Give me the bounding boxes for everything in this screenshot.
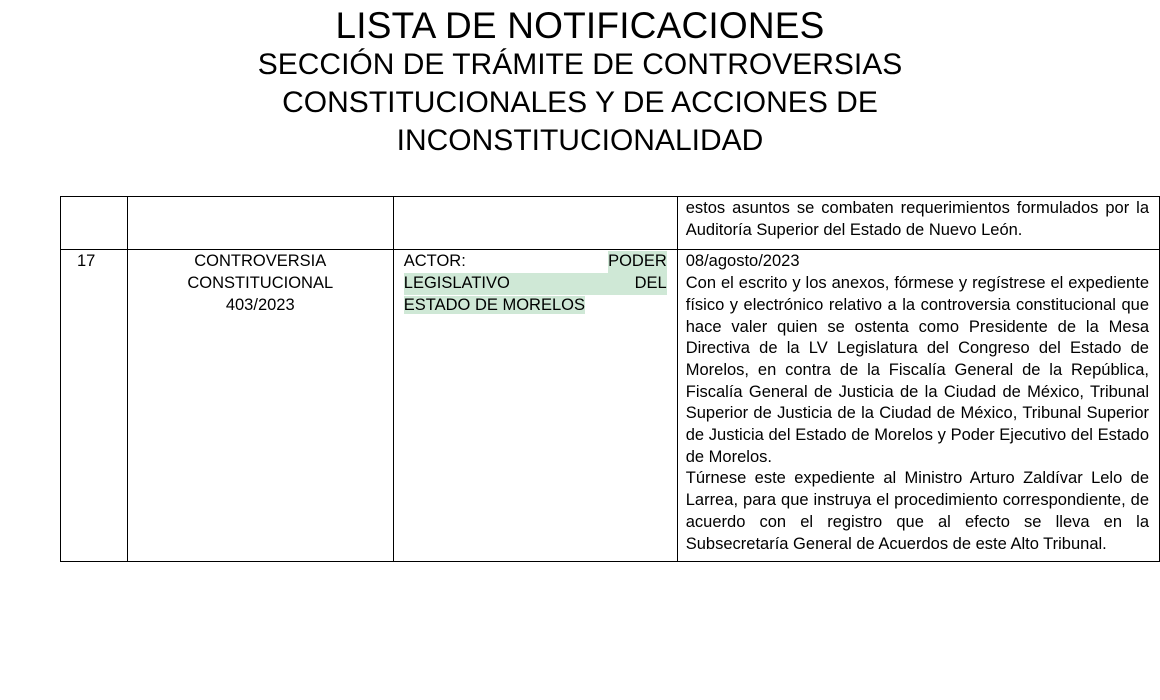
subtitle-line-3: INCONSTITUCIONALIDAD bbox=[396, 124, 764, 157]
agreement-paragraph-2: Túrnese este expediente al Ministro Arturo Zaldívar Lelo de Larrea, para que instruya el procedimiento correspondiente, de acuerdo con el registro que al efecto se lleva en la Subsecretaría General de Acuerdos de este Alto Tribunal. bbox=[685, 469, 1149, 553]
description-cell bbox=[677, 197, 1159, 250]
actor-name-part-2a: LEGISLATIVO bbox=[403, 274, 510, 293]
table-row-17 bbox=[61, 250, 1160, 562]
case-type-line-2: CONSTITUCIONAL bbox=[187, 274, 334, 293]
actor-line-1 bbox=[404, 251, 667, 273]
agreement-paragraph-1: Con el escrito y los anexos, fórmese y regístrese el expediente físico y electrónico relativo a la controversia constitucional que hace valer quien se ostenta como Presidente de la Mesa Directiva de la LV Legislatura del Congreso del Estado de Morelos, en contra de la Fiscalía General de la República, Fiscalía General de Justicia de la Ciudad de México, Tribunal Superior de Justicia de la Ciudad de México, Tribunal Superior de Justicia del Estado de Morelos y Poder Ejecutivo del Estado de Morelos. bbox=[685, 274, 1149, 466]
case-identifier bbox=[127, 250, 393, 562]
agreement-date: 08/agosto/2023 bbox=[685, 252, 800, 271]
actor-label: ACTOR: bbox=[403, 252, 466, 271]
notifications-table bbox=[60, 196, 1160, 562]
case-cell-empty bbox=[127, 197, 393, 250]
actor-line-3 bbox=[404, 295, 667, 317]
table-row-continuation bbox=[61, 197, 1160, 250]
continuation-text: estos asuntos se combaten requerimientos formulados por la Auditoría Superior del Estado de Nuevo León. bbox=[685, 199, 1149, 239]
actor-line-2 bbox=[404, 273, 667, 295]
parties-cell-empty bbox=[393, 197, 677, 250]
row-number: 17 bbox=[61, 250, 128, 562]
document-header bbox=[0, 6, 1160, 160]
number-cell-empty bbox=[61, 197, 128, 250]
case-number: 403/2023 bbox=[225, 295, 295, 314]
document-subtitle bbox=[0, 46, 1160, 160]
document-title: LISTA DE NOTIFICACIONES bbox=[335, 5, 825, 46]
subtitle-line-2: CONSTITUCIONALES Y DE ACCIONES DE bbox=[282, 86, 878, 119]
subtitle-line-1: SECCIÓN DE TRÁMITE DE CONTROVERSIAS bbox=[257, 48, 903, 81]
actor-name-part-3: ESTADO DE MORELOS bbox=[403, 295, 585, 314]
actor-name-part-1: PODER bbox=[608, 251, 667, 273]
description-cell-17 bbox=[677, 250, 1159, 562]
parties-cell bbox=[393, 250, 677, 562]
actor-name-part-2b: DEL bbox=[634, 274, 667, 293]
case-type-line-1: CONTROVERSIA bbox=[194, 252, 327, 271]
